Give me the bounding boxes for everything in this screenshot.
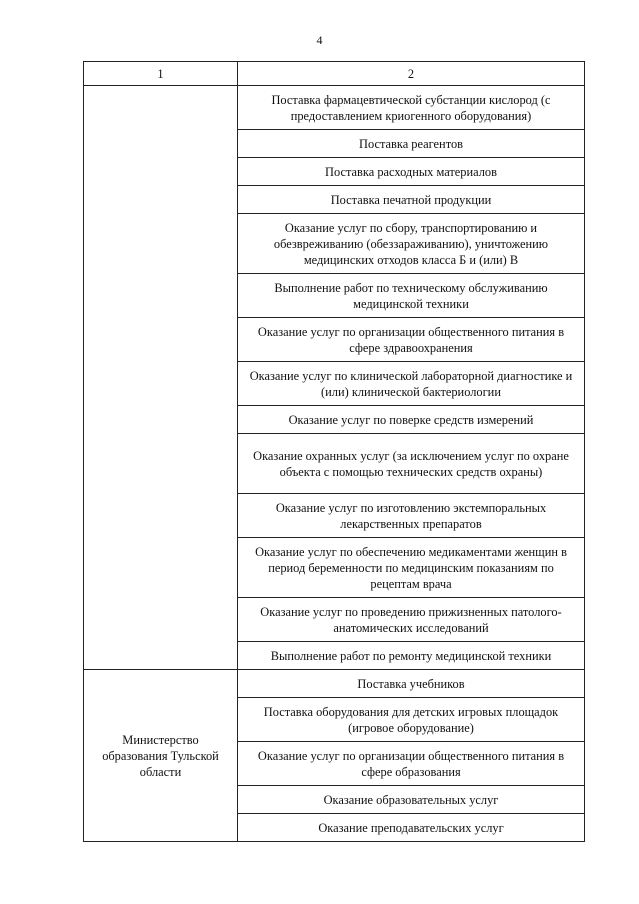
service-cell: Оказание услуг по организации общественного питания в сфере здравоохранения [238, 318, 585, 362]
service-cell: Поставка реагентов [238, 130, 585, 158]
service-cell: Оказание услуг по сбору, транспортированию и обезвреживанию (обеззараживанию), уничтожению медицинских отходов класса Б и (или) В [238, 214, 585, 274]
services-table [83, 61, 585, 842]
service-cell: Выполнение работ по ремонту медицинской техники [238, 642, 585, 670]
service-cell: Поставка оборудования для детских игровых площадок (игровое оборудование) [238, 698, 585, 742]
service-cell: Оказание охранных услуг (за исключением услуг по охране объекта с помощью технических средств охраны) [238, 434, 585, 494]
service-cell: Оказание услуг по организации общественного питания в сфере образования [238, 742, 585, 786]
table-row [84, 670, 585, 698]
service-cell: Оказание услуг по поверке средств измерений [238, 406, 585, 434]
service-cell: Оказание образовательных услуг [238, 786, 585, 814]
service-cell: Поставка расходных материалов [238, 158, 585, 186]
service-cell: Выполнение работ по техническому обслуживанию медицинской техники [238, 274, 585, 318]
table-row [84, 86, 585, 130]
service-cell: Оказание услуг по клинической лабораторной диагностике и (или) клинической бактериологии [238, 362, 585, 406]
service-cell: Поставка учебников [238, 670, 585, 698]
page-number: 4 [316, 33, 323, 47]
column-header-2: 2 [238, 62, 585, 86]
column-header-1: 1 [84, 62, 238, 86]
service-cell: Поставка печатной продукции [238, 186, 585, 214]
service-cell: Оказание услуг по обеспечению медикаментами женщин в период беременности по медицинским показаниям по рецептам врача [238, 538, 585, 598]
service-cell: Оказание преподавательских услуг [238, 814, 585, 842]
table-header-row [84, 62, 585, 86]
organization-cell: Министерство образования Тульской области [84, 670, 238, 842]
service-cell: Оказание услуг по изготовлению экстемпоральных лекарственных препаратов [238, 494, 585, 538]
service-cell: Оказание услуг по проведению прижизненных патолого-анатомических исследований [238, 598, 585, 642]
organization-cell [84, 86, 238, 670]
service-cell: Поставка фармацевтической субстанции кислород (с предоставлением криогенного оборудования) [238, 86, 585, 130]
